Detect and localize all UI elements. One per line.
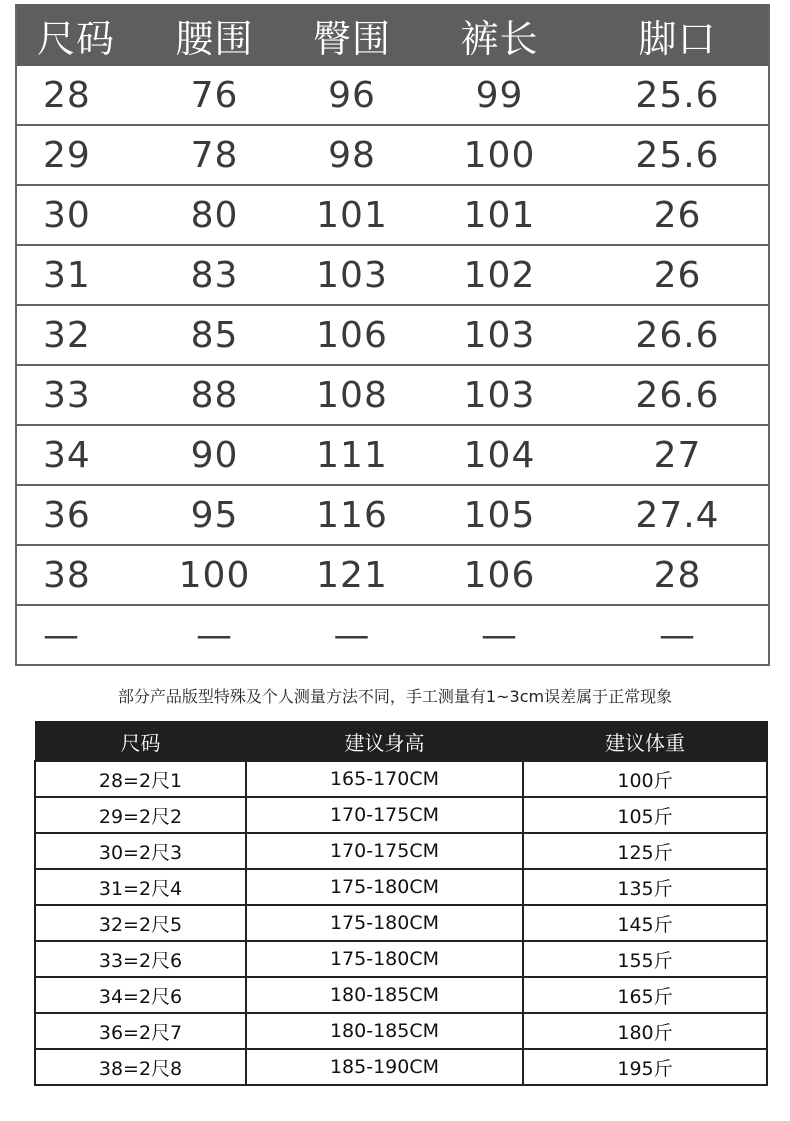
cell-waist: 100	[178, 554, 251, 596]
cell-waist: 90	[190, 434, 239, 476]
table-row	[35, 833, 767, 869]
recommendation-table-body	[35, 761, 767, 1085]
cell-hip: 101	[316, 194, 388, 236]
cell-waist: —	[196, 614, 233, 656]
cell-height: 165-170CM	[246, 761, 523, 797]
recommendation-table	[34, 721, 768, 1086]
cell-hem: —	[659, 614, 696, 656]
cell-size: 36	[43, 494, 91, 536]
cell-hem: 28	[653, 554, 702, 596]
cell-hip: 106	[316, 314, 388, 356]
cell-hem: 27	[653, 434, 702, 476]
cell-hip: 98	[328, 134, 376, 176]
header-hip: 臀围	[312, 16, 391, 61]
cell-size: 33=2尺6	[35, 941, 246, 977]
cell-length: 103	[463, 314, 536, 356]
cell-hem: 26.6	[635, 314, 720, 356]
size-measurement-table	[15, 4, 770, 666]
cell-weight: 165斤	[523, 977, 767, 1013]
recommendation-header-row	[35, 722, 767, 762]
header-hem: 脚口	[638, 16, 717, 61]
cell-size: —	[43, 614, 80, 656]
cell-size: 38	[43, 554, 91, 596]
cell-size: 30=2尺3	[35, 833, 246, 869]
cell-size: 38=2尺8	[35, 1049, 246, 1085]
table-row	[17, 124, 768, 184]
cell-hip: 103	[316, 254, 388, 296]
table-row	[17, 364, 768, 424]
cell-waist: 88	[190, 374, 239, 416]
cell-waist: 76	[190, 74, 239, 116]
table-row	[35, 977, 767, 1013]
header-waist: 腰围	[175, 16, 254, 61]
cell-length: 102	[463, 254, 536, 296]
table-row	[35, 761, 767, 797]
cell-hem: 26	[653, 194, 702, 236]
cell-hip: 121	[316, 554, 388, 596]
cell-weight: 195斤	[523, 1049, 767, 1085]
cell-waist: 78	[190, 134, 239, 176]
cell-weight: 145斤	[523, 905, 767, 941]
header-size: 尺码	[35, 722, 246, 762]
cell-size: 29	[43, 134, 91, 176]
cell-size: 28	[43, 74, 91, 116]
cell-height: 180-185CM	[246, 977, 523, 1013]
table-row	[35, 1049, 767, 1085]
table-row	[17, 424, 768, 484]
table-row	[35, 869, 767, 905]
table-row	[17, 484, 768, 544]
table-row	[17, 604, 768, 664]
cell-length: 105	[463, 494, 536, 536]
cell-hip: 111	[316, 434, 388, 476]
size-table-header	[17, 4, 768, 66]
cell-hip: —	[333, 614, 371, 656]
cell-size: 30	[43, 194, 91, 236]
cell-size: 31=2尺4	[35, 869, 246, 905]
cell-hem: 25.6	[635, 74, 720, 116]
table-row	[35, 905, 767, 941]
header-size: 尺码	[37, 16, 116, 61]
cell-weight: 155斤	[523, 941, 767, 977]
cell-length: 106	[463, 554, 536, 596]
cell-waist: 85	[190, 314, 239, 356]
cell-size: 29=2尺2	[35, 797, 246, 833]
table-row	[35, 797, 767, 833]
cell-length: 103	[463, 374, 536, 416]
cell-weight: 180斤	[523, 1013, 767, 1049]
cell-hem: 26.6	[635, 374, 720, 416]
cell-height: 175-180CM	[246, 905, 523, 941]
cell-waist: 80	[190, 194, 239, 236]
table-row	[35, 941, 767, 977]
cell-size: 36=2尺7	[35, 1013, 246, 1049]
table-row	[17, 244, 768, 304]
measurement-note: 部分产品版型特殊及个人测量方法不同，手工测量有1~3cm误差属于正常现象	[117, 687, 673, 706]
table-row	[17, 184, 768, 244]
cell-waist: 95	[190, 494, 239, 536]
table-row	[17, 304, 768, 364]
table-row	[35, 1013, 767, 1049]
cell-size: 34	[43, 434, 91, 476]
cell-weight: 125斤	[523, 833, 767, 869]
cell-waist: 83	[190, 254, 239, 296]
cell-length: 100	[463, 134, 536, 176]
header-length: 裤长	[460, 16, 539, 61]
cell-hem: 27.4	[635, 494, 720, 536]
cell-height: 175-180CM	[246, 869, 523, 905]
size-table-body	[17, 66, 768, 664]
cell-height: 170-175CM	[246, 797, 523, 833]
cell-weight: 105斤	[523, 797, 767, 833]
cell-length: —	[481, 614, 518, 656]
cell-length: 101	[463, 194, 536, 236]
cell-hip: 96	[328, 74, 376, 116]
cell-weight: 100斤	[523, 761, 767, 797]
cell-size: 31	[43, 254, 91, 296]
cell-length: 104	[463, 434, 536, 476]
cell-weight: 135斤	[523, 869, 767, 905]
header-height: 建议身高	[246, 722, 523, 762]
cell-size: 33	[43, 374, 91, 416]
cell-length: 99	[475, 74, 524, 116]
header-weight: 建议体重	[523, 722, 767, 762]
cell-height: 170-175CM	[246, 833, 523, 869]
cell-size: 32	[43, 314, 91, 356]
cell-hip: 116	[316, 494, 388, 536]
cell-height: 175-180CM	[246, 941, 523, 977]
cell-height: 180-185CM	[246, 1013, 523, 1049]
table-row	[17, 544, 768, 604]
cell-hip: 108	[316, 374, 388, 416]
cell-size: 34=2尺6	[35, 977, 246, 1013]
cell-height: 185-190CM	[246, 1049, 523, 1085]
table-row	[17, 66, 768, 124]
cell-size: 32=2尺5	[35, 905, 246, 941]
cell-size: 28=2尺1	[35, 761, 246, 797]
cell-hem: 25.6	[635, 134, 720, 176]
cell-hem: 26	[653, 254, 702, 296]
